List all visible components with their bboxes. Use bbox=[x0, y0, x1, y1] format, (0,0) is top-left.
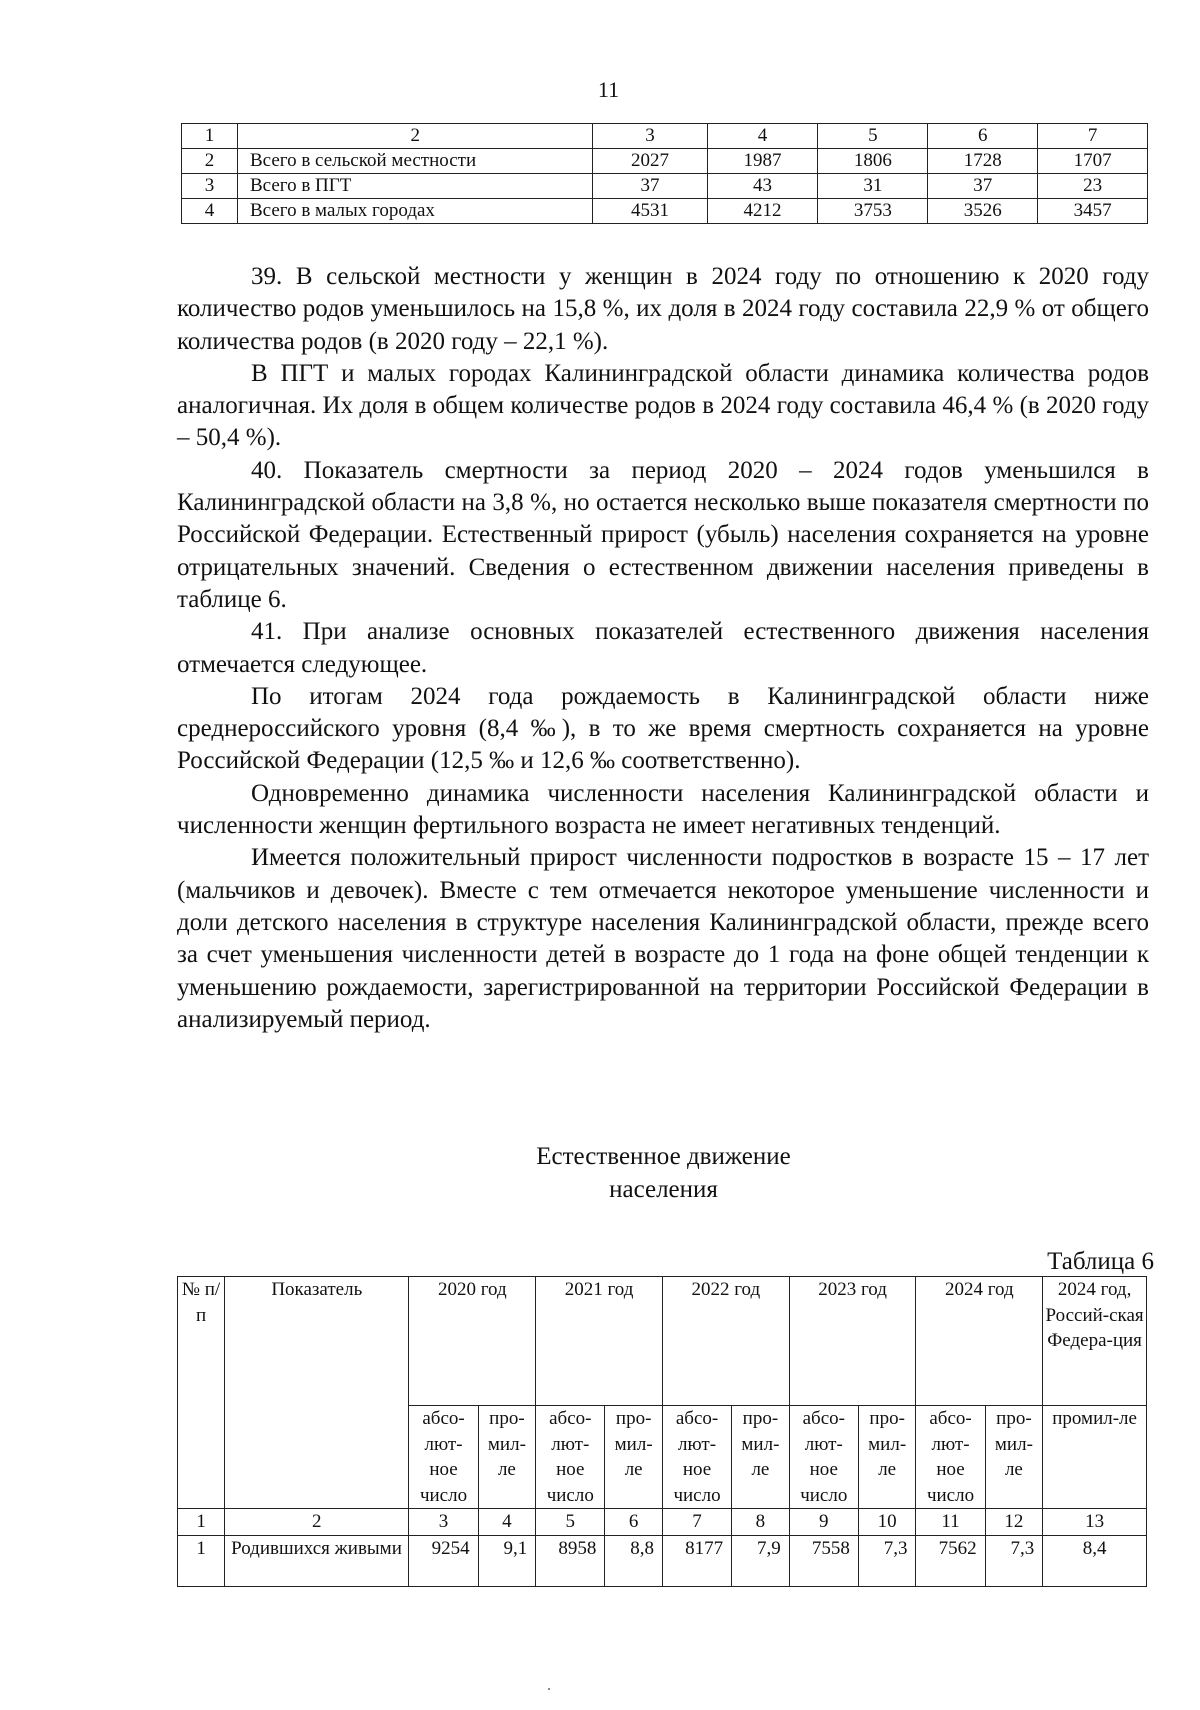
sub-absolute: абсо-лют-ное число bbox=[916, 1406, 985, 1509]
col-number: 1 bbox=[182, 124, 238, 149]
sub-permille: про-мил-ле bbox=[605, 1406, 663, 1509]
table-row bbox=[182, 149, 1148, 174]
year-header: 2024 год bbox=[916, 1277, 1043, 1406]
row-label: Родившихся живыми bbox=[225, 1535, 409, 1586]
table-cell: 1707 bbox=[1038, 149, 1148, 174]
year-header: 2020 год bbox=[409, 1277, 536, 1406]
row-label: Всего в малых городах bbox=[238, 199, 593, 224]
table-cell: 4531 bbox=[593, 199, 707, 224]
settlement-births-table bbox=[181, 123, 1148, 224]
sub-absolute: абсо-лют-ное число bbox=[536, 1406, 605, 1509]
row-number: 1 bbox=[178, 1535, 225, 1586]
table-cell: 1728 bbox=[928, 149, 1038, 174]
row-label: Всего в сельской местности bbox=[238, 149, 593, 174]
col-number: 12 bbox=[985, 1509, 1043, 1536]
sub-permille: про-мил-ле bbox=[732, 1406, 790, 1509]
paragraph-40: 40. Показатель смертности за период 2020 – 2024 годов уменьшился в Калининградской области на 3,8 %, но остается несколько выше показателя смертности по Российской Федерации. Естественный прирост (убыль) населения сохраняется на уровне отрицательных значений. Сведения о естественном движении населения приведены в таблице 6. bbox=[177, 456, 1149, 613]
table-cell: 9,1 bbox=[478, 1535, 536, 1586]
table-cell: 7562 bbox=[916, 1535, 985, 1586]
col-number: 9 bbox=[789, 1509, 858, 1536]
sub-permille: про-мил-ле bbox=[478, 1406, 536, 1509]
table-cell: 43 bbox=[707, 174, 818, 199]
natural-movement-table bbox=[177, 1276, 1147, 1587]
rf-header: 2024 год, Россий-ская Федера-ция bbox=[1043, 1277, 1147, 1406]
table-row bbox=[182, 174, 1148, 199]
col-number: 5 bbox=[818, 124, 928, 149]
year-header: 2022 год bbox=[662, 1277, 789, 1406]
table-cell: 3457 bbox=[1038, 199, 1148, 224]
col-number: 7 bbox=[662, 1509, 731, 1536]
table-cell: 31 bbox=[818, 174, 928, 199]
table-cell: 7,9 bbox=[732, 1535, 790, 1586]
table-cell: 8,8 bbox=[605, 1535, 663, 1586]
col-number: 10 bbox=[858, 1509, 916, 1536]
col-number: 3 bbox=[593, 124, 707, 149]
table-header-row bbox=[182, 124, 1148, 149]
table-6-heading bbox=[0, 1140, 1200, 1206]
col-no-header: № п/п bbox=[178, 1277, 225, 1509]
table-cell: 37 bbox=[928, 174, 1038, 199]
table-cell: 7558 bbox=[789, 1535, 858, 1586]
sub-permille: про-мил-ле bbox=[985, 1406, 1043, 1509]
table-cell: 8958 bbox=[536, 1535, 605, 1586]
col-number: 11 bbox=[916, 1509, 985, 1536]
body-text bbox=[177, 261, 1149, 1036]
table-6-heading-line2: населения bbox=[609, 1176, 718, 1203]
table-cell: 7,3 bbox=[985, 1535, 1043, 1586]
col-number: 6 bbox=[605, 1509, 663, 1536]
paragraph-41: 41. При анализе основных показателей естественного движения населения отмечается следующее. bbox=[177, 618, 1149, 678]
sub-permille: про-мил-ле bbox=[858, 1406, 916, 1509]
table-6-number: Таблица 6 bbox=[1047, 1248, 1154, 1275]
year-header: 2021 год bbox=[536, 1277, 663, 1406]
row-number: 3 bbox=[182, 174, 238, 199]
table-cell: 9254 bbox=[409, 1535, 478, 1586]
table-6-heading-line1: Естественное движение bbox=[536, 1143, 791, 1170]
col-number: 5 bbox=[536, 1509, 605, 1536]
sub-absolute: абсо-лют-ное число bbox=[789, 1406, 858, 1509]
paragraph-population-dynamics: Одновременно динамика численности населения Калининградской области и численности женщин фертильного возраста не имеет негативных тенденций. bbox=[177, 779, 1149, 840]
sub-rf-permille: промил-ле bbox=[1043, 1406, 1147, 1509]
sub-absolute: абсо-лют-ное число bbox=[662, 1406, 731, 1509]
col-number: 2 bbox=[238, 124, 593, 149]
row-label: Всего в ПГТ bbox=[238, 174, 593, 199]
table-cell: 7,3 bbox=[858, 1535, 916, 1586]
paragraph-39: 39. В сельской местности у женщин в 2024 году по отношению к 2020 году количество родов уменьшилось на 15,8 %, их доля в 2024 году составила 22,9 % от общего количества родов (в 2020 году – 22,1 %). bbox=[177, 263, 1149, 355]
col-indicator-header: Показатель bbox=[225, 1277, 409, 1509]
table-cell: 3753 bbox=[818, 199, 928, 224]
table-cell: 8177 bbox=[662, 1535, 731, 1586]
col-number: 7 bbox=[1038, 124, 1148, 149]
table-cell: 2027 bbox=[593, 149, 707, 174]
page-number: 11 bbox=[597, 77, 620, 102]
sub-absolute: абсо-лют-ное число bbox=[409, 1406, 478, 1509]
col-number: 2 bbox=[225, 1509, 409, 1536]
table-row bbox=[182, 199, 1148, 224]
table-cell: 8,4 bbox=[1043, 1535, 1147, 1586]
col-number: 1 bbox=[178, 1509, 225, 1536]
scan-speck bbox=[548, 1688, 550, 1690]
table-cell: 37 bbox=[593, 174, 707, 199]
row-number: 2 bbox=[182, 149, 238, 174]
row-number: 4 bbox=[182, 199, 238, 224]
paragraph-birth-rate: По итогам 2024 года рождаемость в Калининградской области ниже среднероссийского уровня (8,4 ‰), в то же время смертность сохраняется на уровне Российской Федерации (12,5 ‰ и 12,6 ‰ соответственно). bbox=[177, 682, 1149, 775]
col-number: 8 bbox=[732, 1509, 790, 1536]
table-cell: 23 bbox=[1038, 174, 1148, 199]
col-number: 13 bbox=[1043, 1509, 1147, 1536]
col-number: 3 bbox=[409, 1509, 478, 1536]
table-cell: 1806 bbox=[818, 149, 928, 174]
paragraph-teenagers: Имеется положительный прирост численности подростков в возрасте 15 – 17 лет (мальчиков и девочек). Вместе с тем отмечается некоторое уменьшение численности и доли детского населения в структуре населения Калининградской области, прежде всего за счет уменьшения численности детей в возрасте до 1 года на фоне общей тенденции к уменьшению рождаемости, зарегистрированной на территории Российской Федерации в анализируемый период. bbox=[177, 844, 1149, 1033]
table-cell: 3526 bbox=[928, 199, 1038, 224]
col-number: 4 bbox=[478, 1509, 536, 1536]
table-cell: 4212 bbox=[707, 199, 818, 224]
col-number: 6 bbox=[928, 124, 1038, 149]
year-header: 2023 год bbox=[789, 1277, 916, 1406]
table-header-row bbox=[178, 1277, 1147, 1406]
table-row bbox=[178, 1535, 1147, 1586]
table-cell: 1987 bbox=[707, 149, 818, 174]
paragraph-pgt: В ПГТ и малых городах Калининградской области динамика количества родов аналогичная. Их доля в общем количестве родов в 2024 году составила 46,4 % (в 2020 году – 50,4 %). bbox=[177, 359, 1149, 452]
col-number-row bbox=[178, 1509, 1147, 1536]
col-number: 4 bbox=[707, 124, 818, 149]
